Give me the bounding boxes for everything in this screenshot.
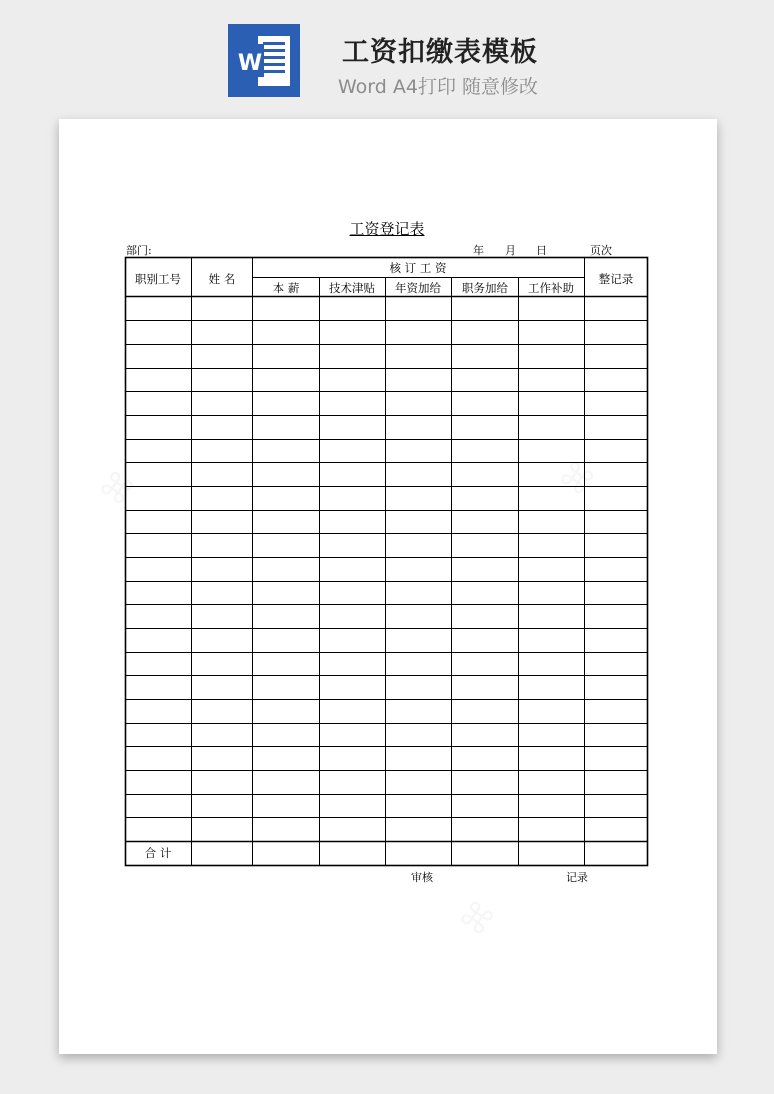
banner-subtitle: Word A4打印 随意修改	[337, 76, 538, 98]
salary-register-table	[59, 119, 717, 1054]
document-title: 工资登记表	[349, 220, 425, 238]
header-seniority-pay: 年资加给	[395, 281, 441, 295]
word-app-icon	[228, 24, 300, 97]
record-label: 记录	[566, 871, 588, 884]
total-row-label: 合 计	[144, 846, 172, 860]
department-label: 部门:	[126, 244, 152, 257]
header-job-no: 职别工号	[135, 272, 181, 286]
review-label: 审核	[411, 871, 433, 884]
date-month-label: 月	[505, 244, 516, 257]
header-position-pay: 职务加给	[462, 281, 508, 295]
header-work-subsidy: 工作补助	[528, 281, 574, 295]
header-base-pay: 本 薪	[272, 281, 300, 295]
page-number-label: 页次	[590, 244, 612, 257]
header-salary-group: 核 订 工 资	[389, 261, 447, 275]
word-logo-letter: W	[237, 51, 263, 76]
header-adjust-record: 整记录	[598, 272, 634, 286]
banner-title: 工资扣缴表模板	[342, 37, 538, 68]
header-tech-allowance: 技术津贴	[329, 281, 375, 295]
header-name: 姓 名	[208, 272, 236, 286]
document-page	[59, 119, 717, 1054]
date-year-label: 年	[473, 244, 484, 257]
date-day-label: 日	[536, 244, 547, 257]
